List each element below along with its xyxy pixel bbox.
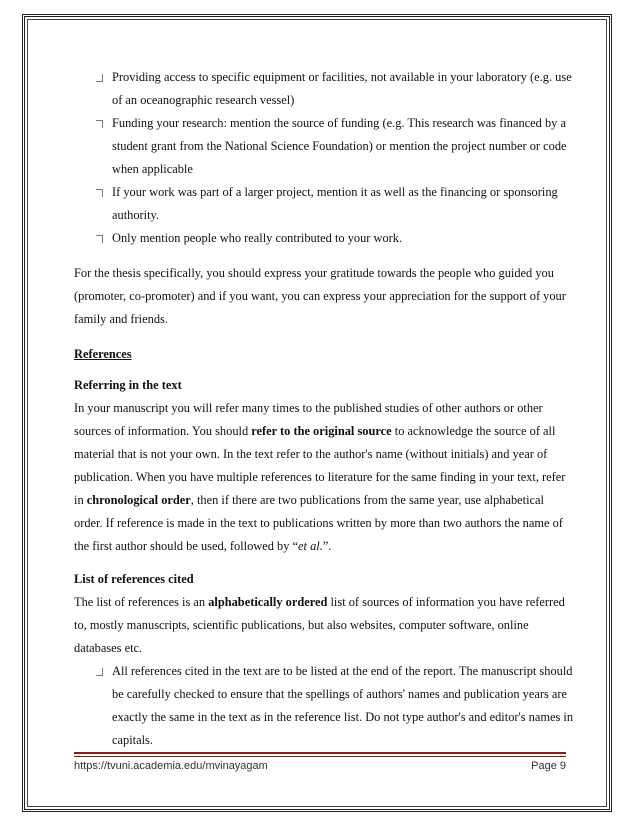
paragraph-text: In your manuscript you will refer many times to the published studies of other authors or other sources of information. You should	[74, 401, 543, 438]
bullet-text: Funding your research: mention the source of funding (e.g. This research was financed by a student grant from the National Science Foundation) or mention the project number or code when applicable	[112, 116, 567, 176]
bullet-item	[74, 181, 574, 227]
bullet-item	[74, 660, 574, 752]
bullet-marker-icon	[96, 74, 103, 82]
italic-text: et al.	[298, 539, 323, 553]
paragraph-text: list of sources of information you have referred to, mostly manuscripts, scientific publications, but also websites, computer software, online databases etc.	[74, 595, 565, 655]
referring-paragraph	[74, 397, 574, 558]
bullet-marker-icon	[96, 189, 103, 197]
bullet-item	[74, 227, 574, 250]
bullet-item	[74, 66, 574, 112]
bullet-item	[74, 112, 574, 181]
referring-heading: Referring in the text	[74, 378, 182, 392]
bullet-text: All references cited in the text are to be listed at the end of the report. The manuscript should be carefully checked to ensure that the spellings of authors' names and publication years are exactly the same in the text as in the reference list. Do not type author's and editor's names in capitals.	[112, 664, 574, 747]
list-paragraph	[74, 591, 574, 660]
footer-url[interactable]: https://tvuni.academia.edu/mvinayagam	[74, 760, 268, 772]
paragraph-text: ”.	[322, 539, 332, 553]
bullet-text: Only mention people who really contributed to your work.	[112, 231, 403, 245]
paragraph-text: The list of references is an	[74, 595, 209, 609]
document-body	[74, 66, 574, 752]
bullet-text: If your work was part of a larger project, mention it as well as the financing or sponsoring authority.	[112, 185, 558, 222]
bullet-text: Providing access to specific equipment or facilities, not available in your laboratory (e.g. use of an oceanographic research vessel)	[112, 70, 572, 107]
bold-text: chronological order	[86, 493, 191, 507]
page-footer	[74, 760, 566, 772]
page-number: Page 9	[531, 760, 566, 772]
footer-rule	[74, 752, 566, 754]
bold-text: alphabetically ordered	[208, 595, 328, 609]
bullet-marker-icon	[96, 235, 103, 243]
thesis-paragraph: For the thesis specifically, you should express your gratitude towards the people who guided you (promoter, co-promoter) and if you want, you can express your appreciation for the support of your family and friends.	[74, 266, 566, 326]
bold-text: refer to the original source	[251, 424, 392, 438]
bullet-marker-icon	[96, 120, 103, 128]
bullet-marker-icon	[96, 668, 103, 676]
footer-rule	[74, 756, 566, 757]
paragraph-text: , then if there are two publications from the same year, use alphabetical order. If reference is made in the text to publications written by more than two authors the name of the first author should be used, followed by “	[74, 493, 563, 553]
list-heading: List of references cited	[74, 572, 194, 586]
paragraph-text: to acknowledge the source of all material that is not your own. In the text refer to the author's name (without initials) and year of publication. When you have multiple references to literature for the same finding in your text, refer in	[74, 424, 566, 507]
references-heading: References	[74, 347, 132, 361]
